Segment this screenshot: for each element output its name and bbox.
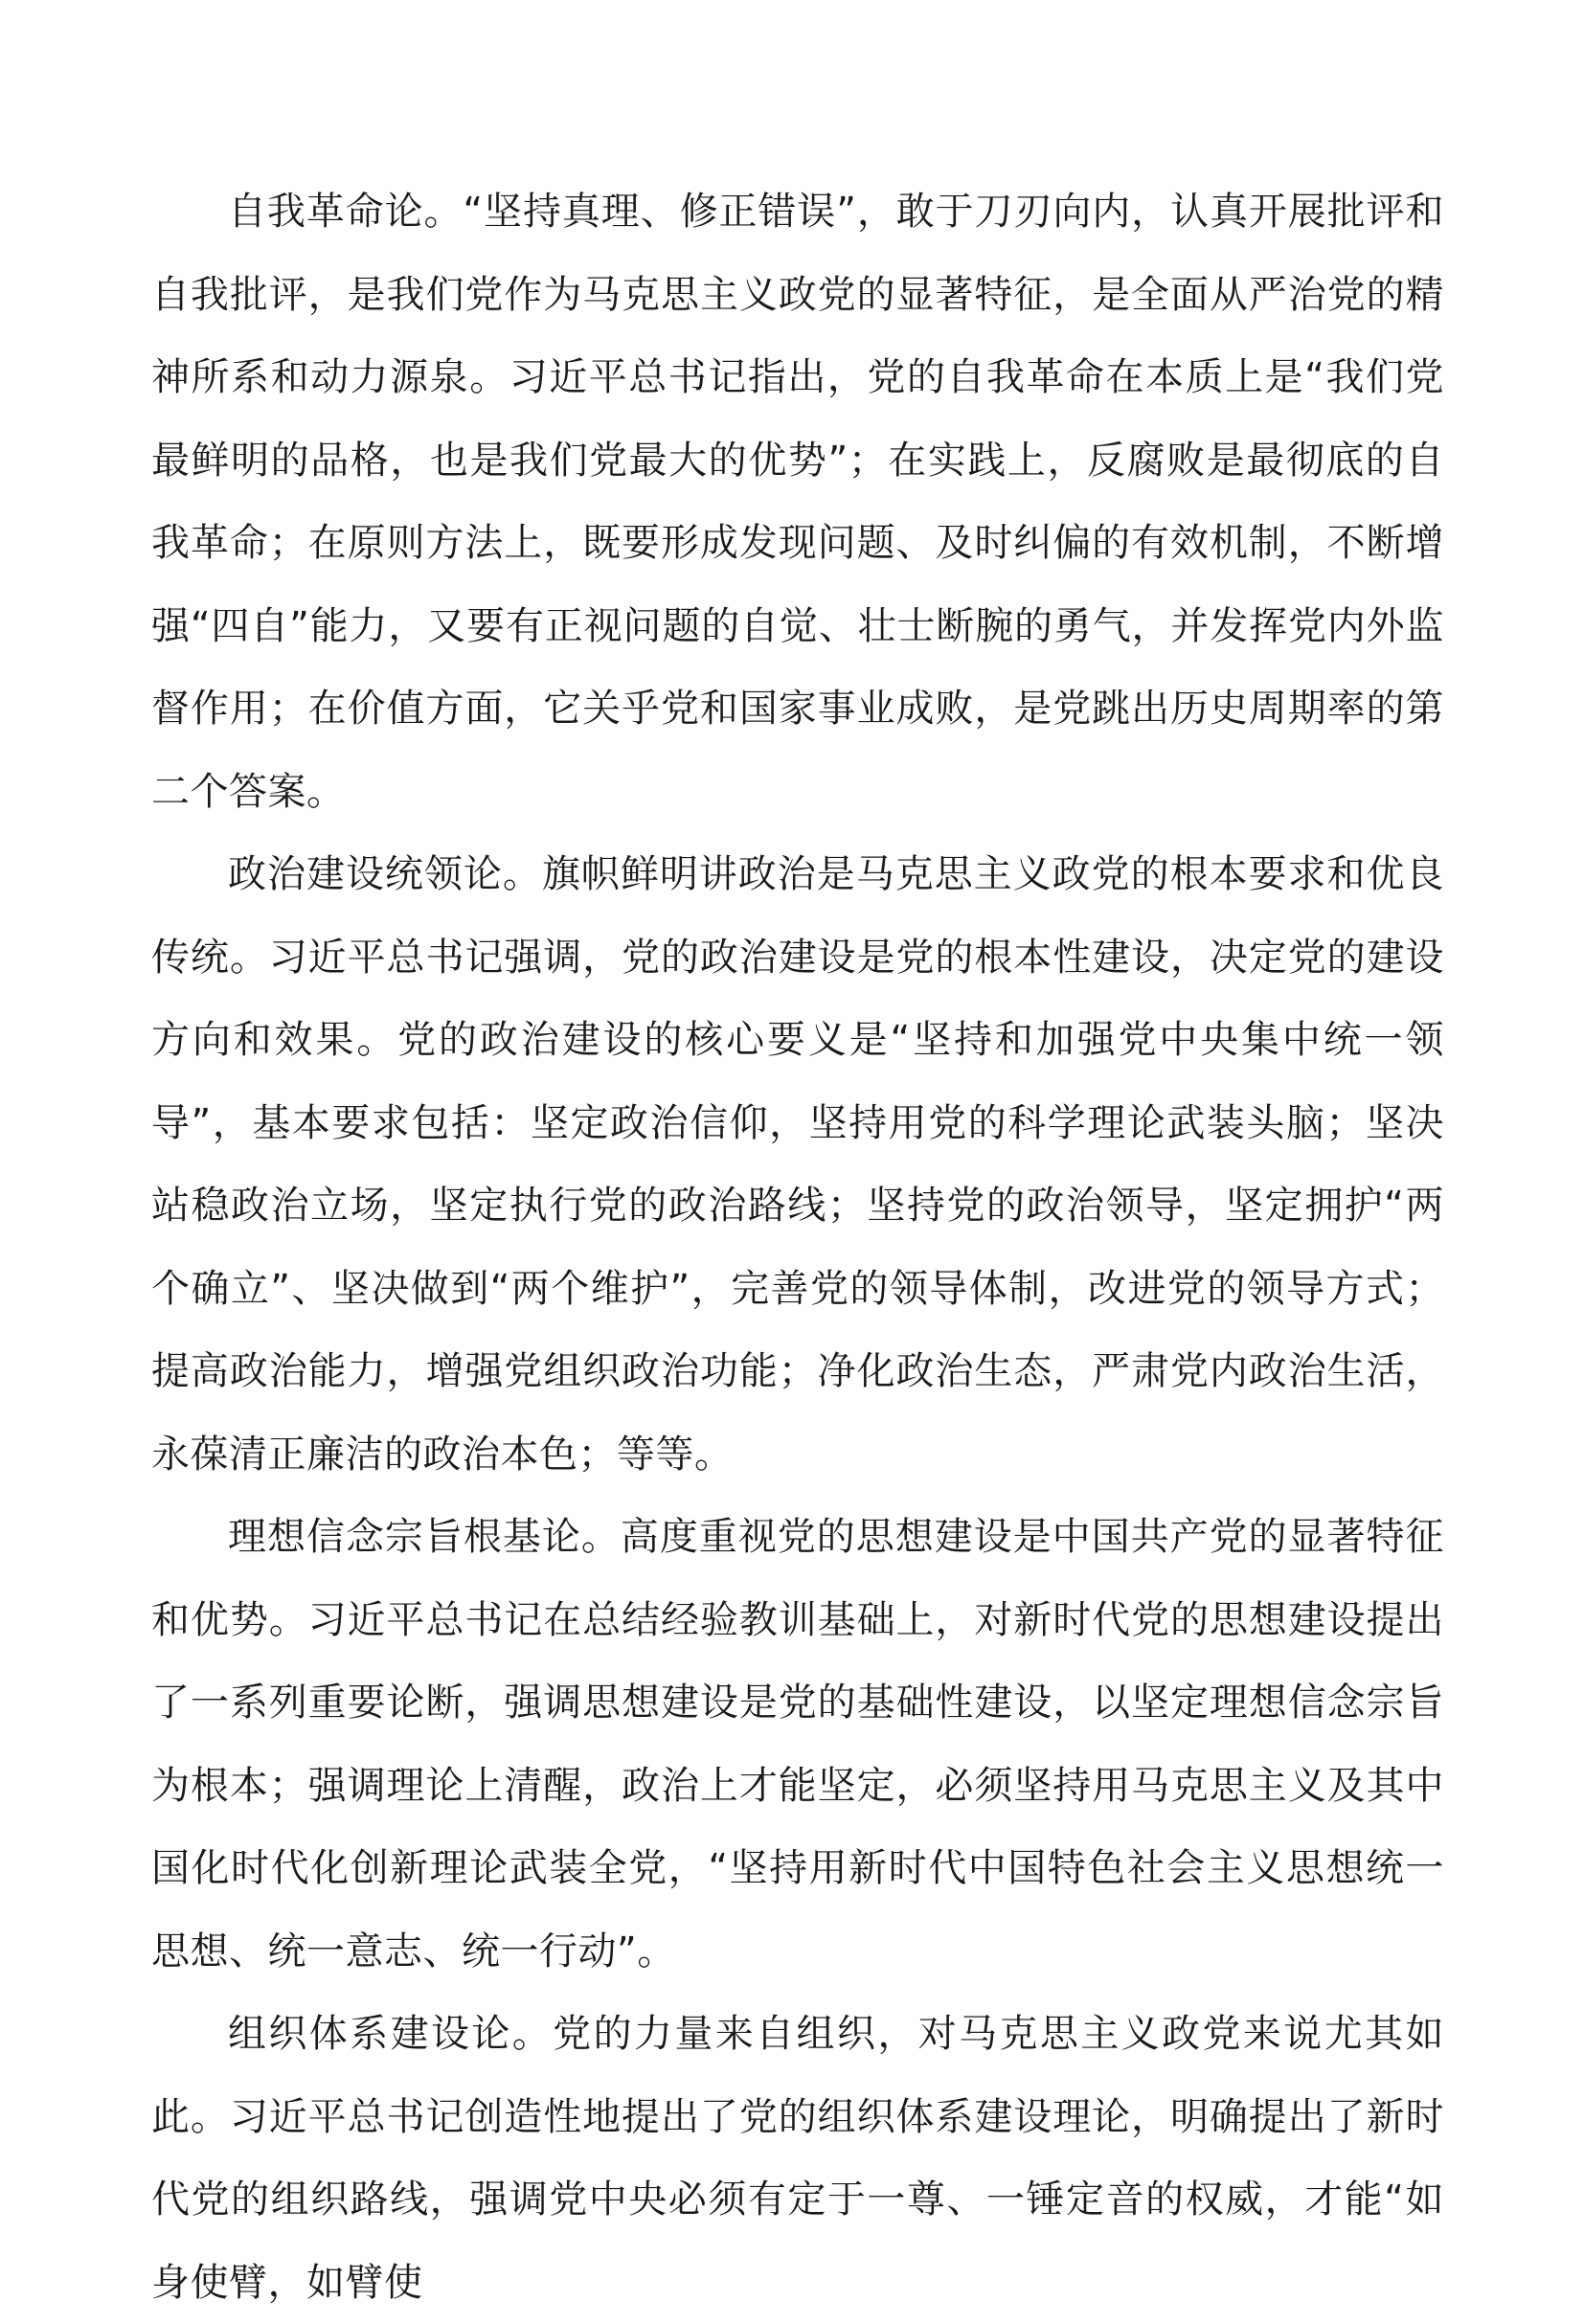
paragraph-political-construction: 政治建设统领论。旗帜鲜明讲政治是马克思主义政党的根本要求和优良传统。习近平总书记强调，党的政治建设是党的根本性建设，决定党的建设方向和效果。党的政治建设的核心要义是“坚持和加强党中央集中统一领导”，基本要求包括：坚定政治信仰，坚持用党的科学理论武装头脑；坚决站稳政治立场，坚定执行党的政治路线；坚持党的政治领导，坚定拥护“两个确立”、坚决做到“两个维护”，完善党的领导体制，改进党的领导方式；提高政治能力，增强党组织政治功能；净化政治生态，严肃党内政治生活，永葆清正廉洁的政治本色；等等。 (151, 852, 1444, 1477)
document-body (151, 170, 1444, 2324)
paragraph-organization-system: 组织体系建设论。党的力量来自组织，对马克思主义政党来说尤其如此。习近平总书记创造性地提出了党的组织体系建设理论，明确提出了新时代党的组织路线，强调党中央必须有定于一尊、一锤定音的权威，才能“如身使臂，如臂使 (151, 2012, 1444, 2305)
paragraph-self-revolution: 自我革命论。“坚持真理、修正错误”，敢于刀刃向内，认真开展批评和自我批评，是我们党作为马克思主义政党的显著特征，是全面从严治党的精神所系和动力源泉。习近平总书记指出，党的自我革命在本质上是“我们党最鲜明的品格，也是我们党最大的优势”；在实践上，反腐败是最彻底的自我革命；在原则方法上，既要形成发现问题、及时纠偏的有效机制，不断增强“四自”能力，又要有正视问题的自觉、壮士断腕的勇气，并发挥党内外监督作用；在价值方面，它关乎党和国家事业成败，是党跳出历史周期率的第二个答案。 (151, 190, 1444, 814)
paragraph-ideals-beliefs: 理想信念宗旨根基论。高度重视党的思想建设是中国共产党的显著特征和优势。习近平总书记在总结经验教训基础上，对新时代党的思想建设提出了一系列重要论断，强调思想建设是党的基础性建设，以坚定理想信念宗旨为根本；强调理论上清醒，政治上才能坚定，必须坚持用马克思主义及其中国化时代化创新理论武装全党，“坚持用新时代中国特色社会主义思想统一思想、统一意志、统一行动”。 (151, 1515, 1444, 1974)
